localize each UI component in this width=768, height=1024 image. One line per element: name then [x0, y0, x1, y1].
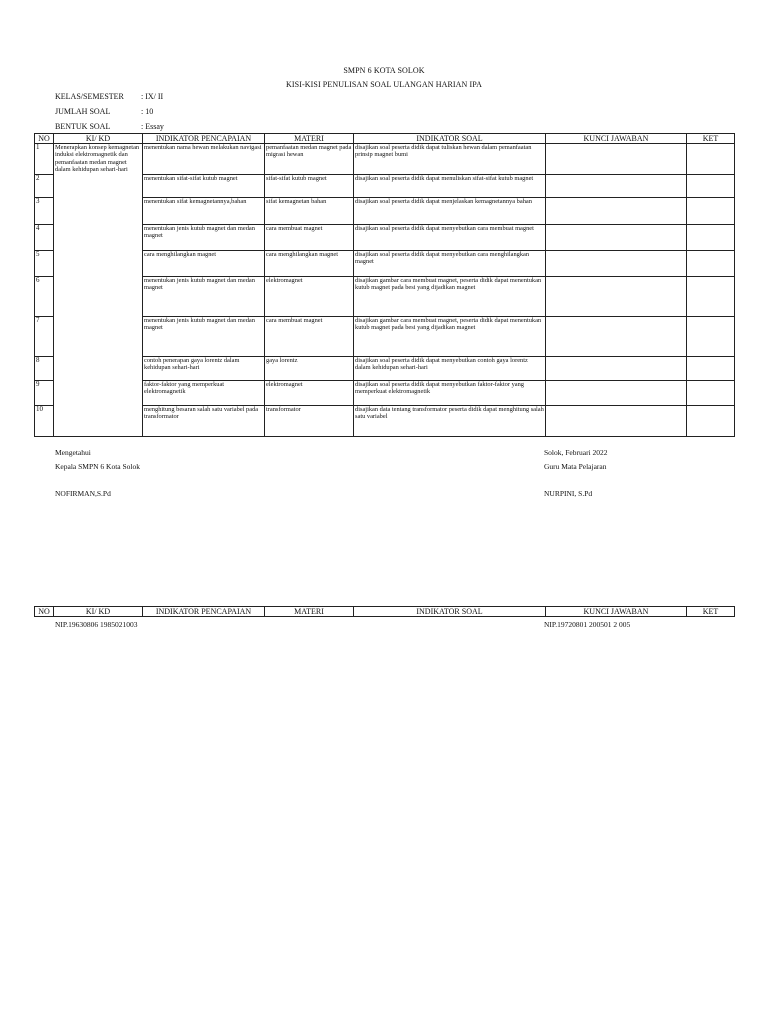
row-no: 9	[35, 381, 54, 406]
header-ket: KET	[687, 134, 735, 144]
row-kunci	[546, 198, 687, 225]
row-ket	[687, 198, 735, 225]
row-soal: disajikan soal peserta didik dapat menyebutkan cara membuat magnet	[354, 225, 546, 251]
row-indikator: menentukan sifat-sifat kutub magnet	[143, 175, 265, 198]
row-ket	[687, 381, 735, 406]
row-ket	[687, 144, 735, 175]
meta-key: JUMLAH SOAL	[55, 107, 111, 116]
row-no: 6	[35, 277, 54, 317]
row-indikator: faktor-faktor yang memperkuat elektromagnetik	[143, 381, 265, 406]
document-title: KISI-KISI PENULISAN SOAL ULANGAN HARIAN IPA	[286, 80, 482, 89]
header-materi: MATERI	[265, 134, 354, 144]
header-kunci-jawaban: KUNCI JAWABAN	[546, 607, 687, 617]
meta-value: : 10	[141, 107, 154, 116]
row-indikator: menentukan sifat kemagnetannya,bahan	[143, 198, 265, 225]
row-soal: disajikan soal peserta didik dapat menyebutkan faktor-faktor yang memperkuat elektromagnetik	[354, 381, 546, 406]
row-materi: cara menghilangkan magnet	[265, 251, 354, 277]
header-indikator-pencapaian: INDIKATOR PENCAPAIAN	[143, 607, 265, 617]
right-sign-line2: Guru Mata Pelajaran	[544, 462, 607, 471]
meta-row	[55, 92, 163, 101]
row-no: 10	[35, 406, 54, 437]
row-no: 5	[35, 251, 54, 277]
row-indikator: cara menghilangkan magnet	[143, 251, 265, 277]
row-no: 3	[35, 198, 54, 225]
row-kunci	[546, 317, 687, 357]
row-soal: disajikan soal peserta didik dapat menyebutkan cara menghilangkan magnet	[354, 251, 546, 277]
left-sign-nip: NIP.19630806 1985021003	[55, 620, 138, 629]
left-sign-line1: Mengetahui	[55, 448, 91, 457]
meta-key: KELAS/SEMESTER	[55, 92, 124, 101]
meta-row	[55, 107, 153, 116]
row-no: 8	[35, 357, 54, 381]
row-ket	[687, 357, 735, 381]
row-materi: elektromagnet	[265, 381, 354, 406]
row-kunci	[546, 381, 687, 406]
row-ket	[687, 277, 735, 317]
row-materi: sifat kemagnetan bahan	[265, 198, 354, 225]
row-soal: disajikan soal peserta didik dapat menuliskan sifat-sifat kutub magnet	[354, 175, 546, 198]
row-indikator: menentukan jenis kutub magnet dan medan magnet	[143, 225, 265, 251]
row-materi: cara membuat magnet	[265, 317, 354, 357]
meta-key: BENTUK SOAL	[55, 122, 111, 131]
row-kunci	[546, 144, 687, 175]
right-sign-nip: NIP.19720801 200501 2 005	[544, 620, 631, 629]
meta-row	[55, 122, 164, 131]
header-no: NO	[35, 607, 54, 617]
row-indikator: menentukan jenis kutub magnet dan medan magnet	[143, 317, 265, 357]
table-header-row	[35, 607, 735, 617]
row-kunci	[546, 251, 687, 277]
school-name: SMPN 6 KOTA SOLOK	[343, 66, 425, 75]
row-kunci	[546, 277, 687, 317]
row-materi: sifat-sifat kutub magnet	[265, 175, 354, 198]
row-soal: disajikan soal peserta didik dapat tuliskan hewan dalam pemanfaatan prinsip magnet bumi	[354, 144, 546, 175]
left-sign-line2: Kepala SMPN 6 Kota Solok	[55, 462, 140, 471]
table-header-row	[35, 134, 735, 144]
header-indikator-soal: INDIKATOR SOAL	[354, 134, 546, 144]
header-indikator-soal: INDIKATOR SOAL	[354, 607, 546, 617]
row-soal: disajikan soal peserta didik dapat menjelaskan kemagnetannya bahan	[354, 198, 546, 225]
row-ket	[687, 251, 735, 277]
row-no: 2	[35, 175, 54, 198]
table-row	[35, 144, 735, 175]
row-indikator: contoh penerapan gaya lorentz dalam kehidupan sehari-hari	[143, 357, 265, 381]
row-materi: transformator	[265, 406, 354, 437]
header-materi: MATERI	[265, 607, 354, 617]
repeated-header-table	[34, 606, 735, 617]
header-kikd: KI/ KD	[54, 134, 143, 144]
left-sign-name: NOFIRMAN,S.Pd	[55, 489, 111, 498]
row-no: 7	[35, 317, 54, 357]
row-materi: elektromagnet	[265, 277, 354, 317]
header-no: NO	[35, 134, 54, 144]
row-kunci	[546, 175, 687, 198]
row-indikator: menentukan nama hewan melakukan navigasi	[143, 144, 265, 175]
row-soal: disajikan gambar cara membuat magnet, peserta didik dapat menentukan kutub magnet pada besi yang dijadikan magnet	[354, 317, 546, 357]
kikd-cell: Menerapkan konsep kemagnetan induksi elektromagnetik dan pemanfaatan medan magnet dalam kehidupan sehari-hari	[54, 144, 143, 437]
right-sign-line1: Solok, Februari 2022	[544, 448, 608, 457]
header-indikator-pencapaian: INDIKATOR PENCAPAIAN	[143, 134, 265, 144]
row-soal: disajikan gambar cara membuat magnet, peserta didik dapat menentukan kutub magnet pada besi yang dijadikan magnet	[354, 277, 546, 317]
row-soal: disajikan soal peserta didik dapat menyebutkan contoh gaya lorentz dalam kehidupan sehari-hari	[354, 357, 546, 381]
row-ket	[687, 175, 735, 198]
row-kunci	[546, 406, 687, 437]
row-indikator: menentukan jenis kutub magnet dan medan magnet	[143, 277, 265, 317]
row-no: 1	[35, 144, 54, 175]
row-kunci	[546, 357, 687, 381]
row-indikator: menghitung besaran salah satu variabel pada transformator	[143, 406, 265, 437]
row-ket	[687, 406, 735, 437]
row-no: 4	[35, 225, 54, 251]
header-ket: KET	[687, 607, 735, 617]
right-sign-name: NURPINI, S.Pd	[544, 489, 593, 498]
row-soal: disajikan data tentang transformator peserta didik dapat menghitung salah satu variabel	[354, 406, 546, 437]
row-kunci	[546, 225, 687, 251]
meta-value: : IX/ II	[141, 92, 164, 101]
row-materi: gaya lorentz	[265, 357, 354, 381]
row-materi: pemanfaatan medan magnet pada migrasi hewan	[265, 144, 354, 175]
header-kikd: KI/ KD	[54, 607, 143, 617]
row-ket	[687, 317, 735, 357]
meta-value: : Essay	[141, 122, 164, 131]
row-materi: cara membuat magnet	[265, 225, 354, 251]
header-kunci-jawaban: KUNCI JAWABAN	[546, 134, 687, 144]
row-ket	[687, 225, 735, 251]
kisi-kisi-table	[34, 133, 735, 437]
